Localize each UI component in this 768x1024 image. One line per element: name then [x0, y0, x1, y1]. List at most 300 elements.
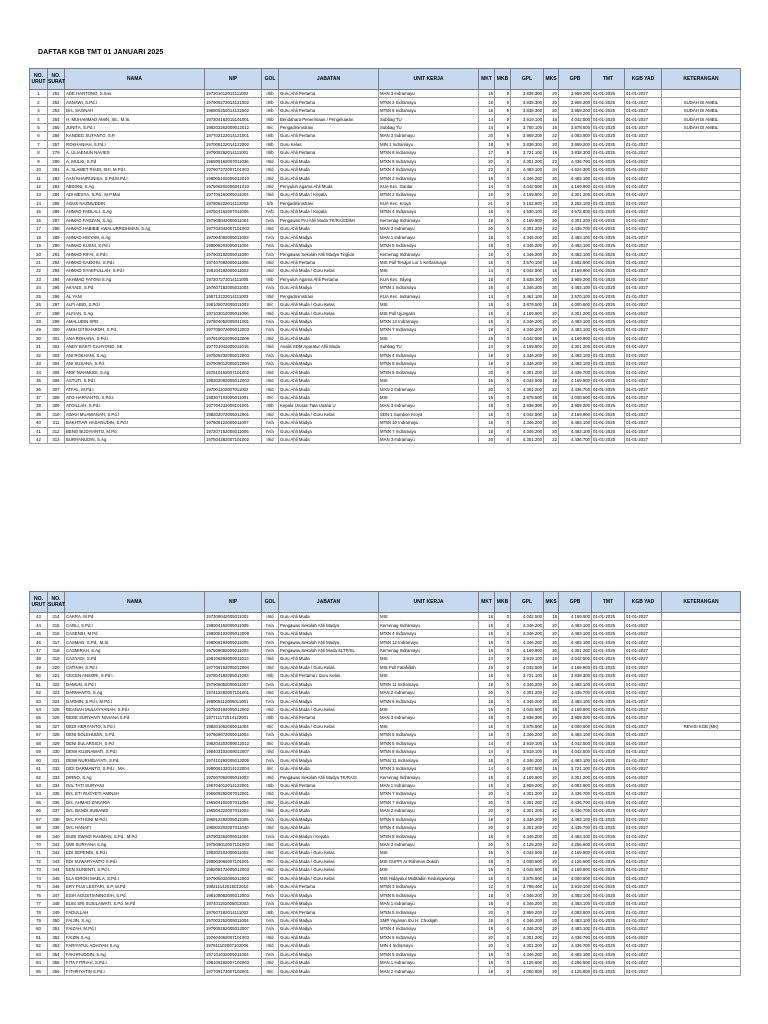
cell-unit-kerja: SMP Yayasan Ibu H. Chodijah: [379, 916, 479, 924]
cell-no-urut: 40: [30, 419, 48, 427]
cell-jabatan: Guru Ahli Muda: [279, 739, 379, 747]
cell-gpb: 4.483.100: [559, 419, 592, 427]
cell-mks: 20: [544, 284, 559, 292]
cell-unit-kerja: MTsN 5 Indramayu: [379, 241, 479, 249]
table-row: [30, 967, 741, 975]
cell-kgb-yad: 01-01-2027: [625, 115, 662, 123]
cell-nama: ASTUTI, S.Pd.I: [65, 376, 205, 384]
cell-no-urut: 78: [30, 908, 48, 916]
cell-kgb-yad: 01-01-2027: [625, 199, 662, 207]
cell-kgb-yad: 01-01-2027: [625, 258, 662, 266]
cell-nip: 197708152005012004: [205, 663, 262, 671]
cell-no-urut: 4: [30, 115, 48, 123]
cell-unit-kerja: Kemenag Indramayu: [379, 216, 479, 224]
cell-no-surat: 280: [48, 157, 65, 165]
cell-gpb: 4.169.900: [559, 866, 592, 874]
cell-keterangan: [662, 140, 741, 148]
cell-unit-kerja: MAN 3 Indramayu: [379, 714, 479, 722]
cell-gpb: 4.672.800: [559, 208, 592, 216]
cell-gpb: 4.483.100: [559, 360, 592, 368]
cell-kgb-yad: 01-01-2027: [625, 849, 662, 857]
cell-gpb: 4.169.900: [559, 410, 592, 418]
cell-gol: III/b: [262, 149, 279, 157]
cell-gpl: 4.042.500: [511, 410, 544, 418]
cell-mkb: 0: [495, 832, 511, 840]
cell-gol: III/d: [262, 182, 279, 190]
cell-gpb: 3.570.100: [559, 292, 592, 300]
cell-keterangan: [662, 317, 741, 325]
cell-mks: 20: [544, 832, 559, 840]
cell-gpl: 4.346.200: [511, 832, 544, 840]
cell-gpl: 4.346.200: [511, 250, 544, 258]
cell-gpb: 4.483.100: [559, 731, 592, 739]
cell-jabatan: Pengawas Sekolah Ahli Madya TK/RA/S: [279, 773, 379, 781]
cell-gol: III/d: [262, 688, 279, 696]
cell-jabatan: Bendahara Penerimaan / Pengeluaran: [279, 115, 379, 123]
cell-gol: III/b: [262, 781, 279, 789]
cell-no-surat: 341: [48, 840, 65, 848]
cell-keterangan: [662, 815, 741, 823]
cell-unit-kerja: MTsN 6 Indramayu: [379, 697, 479, 705]
cell-no-urut: 60: [30, 756, 48, 764]
cell-keterangan: [662, 410, 741, 418]
cell-gpb: 4.483.100: [559, 925, 592, 933]
cell-tmt: 01-01-2025: [592, 697, 625, 705]
cell-tmt: 01-01-2025: [592, 908, 625, 916]
cell-mks: 18: [544, 874, 559, 882]
cell-mkb: 0: [495, 815, 511, 823]
header-no-urut: NO. URUT: [30, 69, 48, 90]
cell-keterangan: [662, 267, 741, 275]
cell-no-urut: 34: [30, 368, 48, 376]
table-row: [30, 90, 741, 98]
cell-gpb: 4.169.900: [559, 267, 592, 275]
cell-mkb: 0: [495, 646, 511, 654]
cell-mks: 20: [544, 950, 559, 958]
cell-mkb: 0: [495, 174, 511, 182]
cell-keterangan: [662, 866, 741, 874]
cell-mkt: 20: [479, 225, 495, 233]
cell-unit-kerja: KUA Kec. Kroya: [379, 199, 479, 207]
cell-mkt: 18: [479, 621, 495, 629]
cell-gol: III/d: [262, 798, 279, 806]
cell-nip: 198302102005011002: [205, 849, 262, 857]
cell-mkt: 17: [479, 149, 495, 157]
cell-keterangan: [662, 950, 741, 958]
table-row: [30, 672, 741, 680]
cell-no-urut: 7: [30, 140, 48, 148]
cell-no-urut: 32: [30, 351, 48, 359]
cell-tmt: 01-01-2025: [592, 115, 625, 123]
cell-jabatan: Guru Ahli Pertama: [279, 98, 379, 106]
cell-no-surat: 257: [48, 140, 65, 148]
table-row: [30, 300, 741, 308]
cell-no-urut: 5: [30, 123, 48, 131]
cell-no-surat: 254: [48, 115, 65, 123]
cell-kgb-yad: 01-01-2027: [625, 284, 662, 292]
cell-unit-kerja: MIS: [379, 722, 479, 730]
cell-mks: 18: [544, 334, 559, 342]
cell-gol: III/d: [262, 334, 279, 342]
cell-jabatan: Guru Ahli Muda: [279, 688, 379, 696]
cell-no-surat: 323: [48, 688, 65, 696]
cell-unit-kerja: Kemenag Indramayu: [379, 621, 479, 629]
cell-gol: IV/a: [262, 419, 279, 427]
cell-mkt: 18: [479, 756, 495, 764]
cell-jabatan: Guru Ahli Muda / Guru Kelas: [279, 866, 379, 874]
cell-unit-kerja: MTsN 7 Indramayu: [379, 427, 479, 435]
cell-gpb: 3.838.300: [559, 672, 592, 680]
cell-mkt: 14: [479, 655, 495, 663]
cell-mkb: 0: [495, 225, 511, 233]
cell-jabatan: Pengadministrasi: [279, 199, 379, 207]
cell-mks: 20: [544, 140, 559, 148]
cell-mkb: 0: [495, 663, 511, 671]
cell-kgb-yad: 01-01-2027: [625, 874, 662, 882]
table-row: [30, 680, 741, 688]
cell-mkt: 18: [479, 275, 495, 283]
cell-no-surat: 311: [48, 419, 65, 427]
cell-gol: III/b: [262, 90, 279, 98]
cell-unit-kerja: MTsN 4 Indramayu: [379, 925, 479, 933]
cell-nip: 198005112005011001: [205, 697, 262, 705]
cell-kgb-yad: 01-01-2027: [625, 419, 662, 427]
cell-nama: DIRNO, S.Ag: [65, 773, 205, 781]
cell-no-urut: 55: [30, 714, 48, 722]
cell-gol: IV/a: [262, 916, 279, 924]
cell-nip: 198108082005012003: [205, 891, 262, 899]
table-row: [30, 351, 741, 359]
cell-nip: 197903262005011004: [205, 832, 262, 840]
cell-mks: 16: [544, 182, 559, 190]
cell-jabatan: Pengadministrasi: [279, 292, 379, 300]
cell-no-urut: 15: [30, 208, 48, 216]
cell-jabatan: Kepala Urusan Tata Usaha U: [279, 402, 379, 410]
cell-keterangan: [662, 292, 741, 300]
cell-mkb: 9: [495, 90, 511, 98]
cell-mkb: 0: [495, 916, 511, 924]
cell-mks: 20: [544, 967, 559, 975]
cell-mkt: 18: [479, 140, 495, 148]
cell-unit-kerja: MAN 3 Indramayu: [379, 225, 479, 233]
cell-gol: IV/a: [262, 284, 279, 292]
cell-tmt: 01-01-2025: [592, 621, 625, 629]
cell-nip: 198202072005012001: [205, 410, 262, 418]
cell-gol: IV/a: [262, 638, 279, 646]
cell-gol: III/b: [262, 672, 279, 680]
cell-nip: 197002252005011004: [205, 916, 262, 924]
table-row: [30, 756, 741, 764]
cell-keterangan: [662, 165, 741, 173]
cell-gpl: 4.042.500: [511, 376, 544, 384]
cell-jabatan: Guru Ahli Madya / Kepala: [279, 832, 379, 840]
cell-nama: ABSONI, S.Ag: [65, 182, 205, 190]
cell-mkt: 16: [479, 613, 495, 621]
cell-no-surat: 348: [48, 899, 65, 907]
cell-tmt: 01-01-2025: [592, 326, 625, 334]
cell-tmt: 01-01-2025: [592, 360, 625, 368]
cell-mkb: 0: [495, 807, 511, 815]
cell-no-surat: 328: [48, 731, 65, 739]
cell-gpb: 4.483.100: [559, 697, 592, 705]
cell-mkb: 0: [495, 309, 511, 317]
cell-jabatan: Guru Ahli Madya: [279, 815, 379, 823]
cell-jabatan: Pengawas Sekolah Ahli Madya: [279, 621, 379, 629]
cell-nip: 198008192005011005: [205, 638, 262, 646]
cell-gpb: 3.721.100: [559, 764, 592, 772]
cell-gpl: 4.346.200: [511, 360, 544, 368]
cell-no-surat: 299: [48, 317, 65, 325]
cell-gpb: 4.436.700: [559, 435, 592, 443]
cell-kgb-yad: 01-01-2027: [625, 773, 662, 781]
cell-tmt: 01-01-2025: [592, 241, 625, 249]
cell-nip: 198109072005011003: [205, 300, 262, 308]
cell-no-urut: 36: [30, 385, 48, 393]
cell-nip: 196805252014122002: [205, 106, 262, 114]
cell-kgb-yad: 01-01-2027: [625, 840, 662, 848]
cell-gol: III/d: [262, 663, 279, 671]
header-kgb-yad: KGB YAD: [625, 69, 662, 90]
header-mkt: MKT: [479, 592, 495, 613]
cell-gpb: 4.436.700: [559, 157, 592, 165]
cell-nama: FAIZIN S.Ag: [65, 933, 205, 941]
cell-mks: 22: [544, 908, 559, 916]
cell-mkt: 18: [479, 697, 495, 705]
cell-mkt: 18: [479, 90, 495, 98]
cell-kgb-yad: 01-01-2027: [625, 899, 662, 907]
cell-nama: FAIJIN, S.Ag: [65, 916, 205, 924]
cell-mkt: 20: [479, 840, 495, 848]
cell-nama: DAMUN, S.Pd.I: [65, 680, 205, 688]
cell-gpl: 4.301.200: [511, 435, 544, 443]
cell-keterangan: [662, 182, 741, 190]
cell-no-surat: 300: [48, 326, 65, 334]
cell-keterangan: [662, 149, 741, 157]
cell-no-surat: 290: [48, 241, 65, 249]
cell-keterangan: [662, 326, 741, 334]
cell-no-surat: 256: [48, 132, 65, 140]
cell-jabatan: Guru Ahli Muda / Guru Kelas: [279, 705, 379, 713]
header-jabatan: JABATAN: [279, 592, 379, 613]
cell-unit-kerja: MIS: [379, 334, 479, 342]
cell-kgb-yad: 01-01-2027: [625, 748, 662, 756]
cell-unit-kerja: MTsN 7 Indramayu: [379, 790, 479, 798]
cell-mkt: 14: [479, 764, 495, 772]
cell-mkb: 0: [495, 857, 511, 865]
cell-mkb: 0: [495, 208, 511, 216]
cell-mkb: 0: [495, 739, 511, 747]
cell-tmt: 01-01-2025: [592, 840, 625, 848]
cell-no-urut: 29: [30, 326, 48, 334]
cell-tmt: 01-01-2025: [592, 663, 625, 671]
cell-mkb: 0: [495, 790, 511, 798]
cell-nip: 197909042005011004: [205, 216, 262, 224]
cell-gol: III/d: [262, 410, 279, 418]
cell-unit-kerja: MAN 3 Indramayu: [379, 840, 479, 848]
header-unit-kerja: UNIT KERJA: [379, 592, 479, 613]
cell-gol: III/d: [262, 840, 279, 848]
cell-no-surat: 297: [48, 300, 65, 308]
cell-gpb: 4.436.700: [559, 933, 592, 941]
cell-mks: 18: [544, 672, 559, 680]
table-row: [30, 840, 741, 848]
cell-nama: FITHRIYATIN S.Pd.I: [65, 967, 205, 975]
cell-tmt: 01-01-2025: [592, 874, 625, 882]
table-row: [30, 798, 741, 806]
cell-mkt: 18: [479, 680, 495, 688]
cell-tmt: 01-01-2025: [592, 419, 625, 427]
cell-keterangan: [662, 672, 741, 680]
cell-gol: IV/a: [262, 756, 279, 764]
cell-gol: III/c: [262, 857, 279, 865]
cell-nip: 197702122014121001: [205, 132, 262, 140]
cell-jabatan: Guru Ahli Muda / Guru Kelas: [279, 722, 379, 730]
cell-jabatan: Guru Ahli Muda: [279, 807, 379, 815]
cell-kgb-yad: 01-01-2027: [625, 435, 662, 443]
table-row: [30, 326, 741, 334]
cell-keterangan: [662, 300, 741, 308]
cell-unit-kerja: MIS: [379, 613, 479, 621]
cell-unit-kerja: MIS: [379, 655, 479, 663]
cell-gol: IV/a: [262, 697, 279, 705]
cell-no-urut: 59: [30, 748, 48, 756]
cell-no-urut: 44: [30, 621, 48, 629]
cell-tmt: 01-01-2025: [592, 781, 625, 789]
table-row: [30, 790, 741, 798]
cell-kgb-yad: 01-01-2027: [625, 933, 662, 941]
cell-jabatan: Guru Ahli Pertama: [279, 258, 379, 266]
cell-gpl: 4.301.200: [511, 688, 544, 696]
cell-no-urut: 50: [30, 672, 48, 680]
cell-tmt: 01-01-2025: [592, 646, 625, 654]
cell-nama: FARIYATUL ADHIYAH S.Ag: [65, 942, 205, 950]
cell-mkt: 16: [479, 258, 495, 266]
cell-nip: 198211142015012010: [205, 883, 262, 891]
cell-keterangan: [662, 334, 741, 342]
cell-gpl: 3.838.300: [511, 98, 544, 106]
cell-kgb-yad: 01-01-2027: [625, 90, 662, 98]
cell-unit-kerja: MAN 1 Indramayu: [379, 781, 479, 789]
cell-tmt: 01-01-2025: [592, 343, 625, 351]
cell-unit-kerja: MAN 2 Indramayu: [379, 967, 479, 975]
cell-keterangan: [662, 621, 741, 629]
cell-gpb: 4.483.100: [559, 638, 592, 646]
cell-gol: III/b: [262, 98, 279, 106]
cell-no-surat: 314: [48, 613, 65, 621]
cell-mks: 16: [544, 267, 559, 275]
cell-mkt: 18: [479, 925, 495, 933]
cell-no-urut: 71: [30, 849, 48, 857]
cell-jabatan: Guru Ahli Muda / Guru Kelas: [279, 874, 379, 882]
cell-mkb: 0: [495, 731, 511, 739]
cell-mkb: 0: [495, 672, 511, 680]
cell-jabatan: Guru Ahli Muda / Guru Kelas: [279, 267, 379, 275]
table-row: [30, 849, 741, 857]
cell-mkb: 0: [495, 284, 511, 292]
cell-tmt: 01-01-2025: [592, 250, 625, 258]
cell-gpb: 4.301.200: [559, 773, 592, 781]
table-row: [30, 132, 741, 140]
cell-nip: 198208172005012003: [205, 866, 262, 874]
cell-no-urut: 10: [30, 165, 48, 173]
cell-gpb: 4.126.600: [559, 967, 592, 975]
cell-gpl: 3.461.100: [511, 292, 544, 300]
cell-gol: IV/a: [262, 250, 279, 258]
cell-mkt: 18: [479, 216, 495, 224]
table-row: [30, 950, 741, 958]
table-row: [30, 629, 741, 637]
cell-mks: 20: [544, 680, 559, 688]
cell-jabatan: Guru Ahli Muda: [279, 334, 379, 342]
cell-kgb-yad: 01-01-2027: [625, 334, 662, 342]
cell-mkt: 18: [479, 832, 495, 840]
table-row: [30, 393, 741, 401]
cell-tmt: 01-01-2025: [592, 410, 625, 418]
cell-unit-kerja: MAN 3 Indramayu: [379, 132, 479, 140]
header-nama: NAMA: [65, 592, 205, 613]
cell-nama: DARMANTO, S.Ag: [65, 688, 205, 696]
cell-kgb-yad: 01-01-2027: [625, 958, 662, 966]
cell-no-surat: 289: [48, 233, 65, 241]
table-header-row: [30, 69, 741, 90]
cell-mkt: 16: [479, 705, 495, 713]
cell-nama: DEWI KUSNAWATI, S.Pd.I: [65, 748, 205, 756]
cell-no-surat: 329: [48, 739, 65, 747]
cell-keterangan: [662, 284, 741, 292]
cell-mkt: 22: [479, 165, 495, 173]
cell-nama: BENO BUDIYANTO, M.Pd.: [65, 427, 205, 435]
cell-mks: 14: [544, 883, 559, 891]
cell-no-urut: 52: [30, 688, 48, 696]
header-nip: NIP: [205, 592, 262, 613]
cell-nama: DARMIN, S.Pd.I, M.Pd.I: [65, 697, 205, 705]
cell-tmt: 01-01-2025: [592, 773, 625, 781]
cell-mkt: 18: [479, 241, 495, 249]
cell-kgb-yad: 01-01-2027: [625, 376, 662, 384]
cell-nama: Drs. HANAFI: [65, 823, 205, 831]
cell-gpl: 3.919.100: [511, 739, 544, 747]
cell-gpl: 3.760.100: [511, 123, 544, 131]
cell-kgb-yad: 01-01-2027: [625, 174, 662, 182]
cell-gpb: 4.042.500: [559, 748, 592, 756]
cell-no-urut: 37: [30, 393, 48, 401]
cell-tmt: 01-01-2025: [592, 764, 625, 772]
cell-kgb-yad: 01-01-2027: [625, 731, 662, 739]
cell-nama: DENI SULARSICH, S.Pd: [65, 739, 205, 747]
cell-nip: 197808122005011007: [205, 419, 262, 427]
cell-gol: III/d: [262, 267, 279, 275]
cell-gpl: 4.346.200: [511, 697, 544, 705]
cell-tmt: 01-01-2025: [592, 891, 625, 899]
cell-no-surat: 283: [48, 182, 65, 190]
cell-mkt: 18: [479, 638, 495, 646]
cell-nama: AHMAD SYAEFULLAH, S.Pd.I: [65, 267, 205, 275]
cell-tmt: 01-01-2025: [592, 317, 625, 325]
cell-nip: 197909272014121002: [205, 98, 262, 106]
cell-gpb: 4.483.100: [559, 241, 592, 249]
cell-kgb-yad: 01-01-2027: [625, 275, 662, 283]
cell-jabatan: Guru Ahli Muda: [279, 967, 379, 975]
table-row: [30, 149, 741, 157]
cell-jabatan: Guru Ahli Madya: [279, 284, 379, 292]
cell-nip: 197705160005011004: [205, 191, 262, 199]
cell-gpl: 4.346.200: [511, 174, 544, 182]
cell-kgb-yad: 01-01-2027: [625, 191, 662, 199]
cell-kgb-yad: 01-01-2027: [625, 739, 662, 747]
cell-nip: 198004162005011005: [205, 621, 262, 629]
table-row: [30, 874, 741, 882]
cell-gol: III/d: [262, 705, 279, 713]
